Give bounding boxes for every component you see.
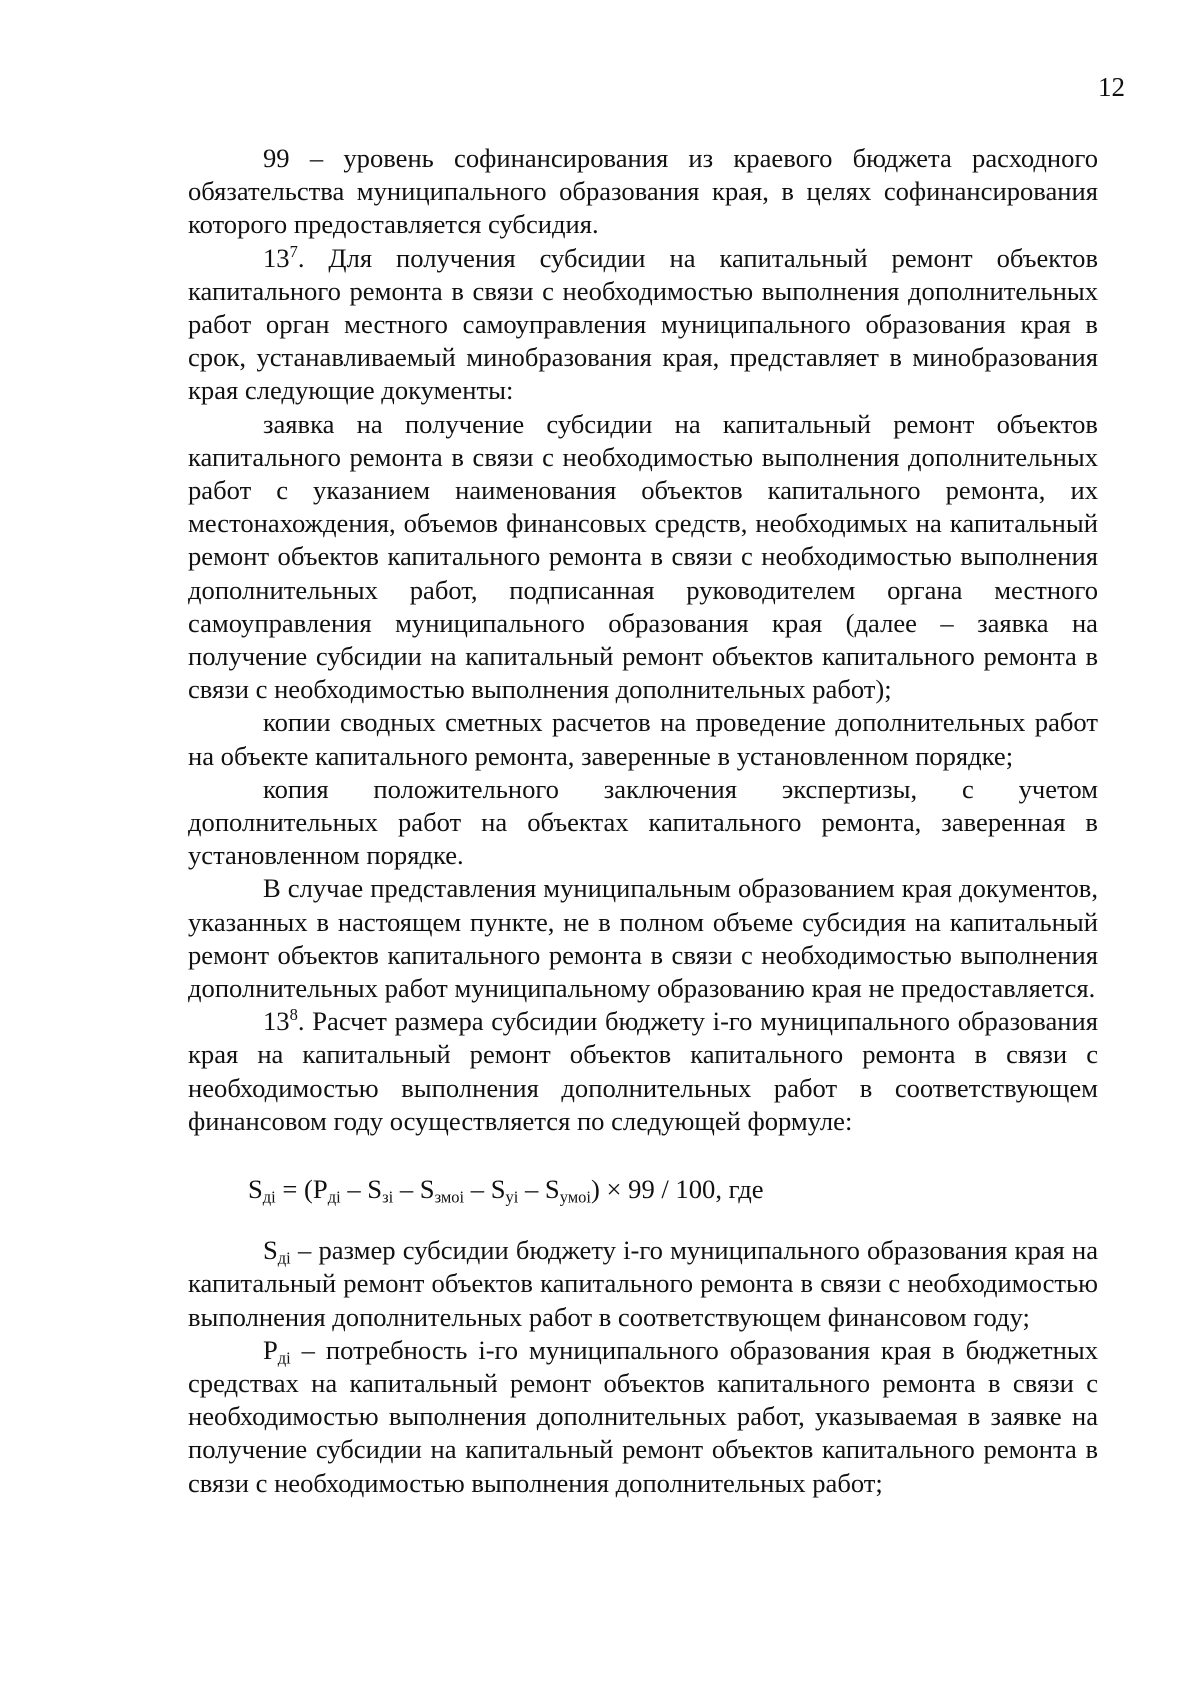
formula-subscript: умоi <box>559 1187 591 1207</box>
clause-superscript: 7 <box>289 241 298 261</box>
definition-subscript: дi <box>277 1248 291 1268</box>
formula-part: = (P <box>275 1174 328 1205</box>
formula-subscript: дi <box>262 1187 276 1207</box>
paragraph-text: заявка на получение субсидии на капитальный ремонт объектов капитального ремонта в связи с необходимостью выполнения дополнительных работ с указанием наименования объектов капитального ремонта, их местонахождения, объемов финансовых средств, необходимых на капитальный ремонт объектов капитального ремонта в связи с необходимостью выполнения дополнительных работ, подписанная руководителем органа местного самоуправления муниципального образования края (далее – заявка на получение субсидии на капитальный ремонт объектов капитального ремонта в связи с необходимостью выполнения дополнительных работ); <box>188 408 1098 705</box>
paragraph-text: копии сводных сметных расчетов на проведение дополнительных работ на объекте капитального ремонта, заверенные в установленном порядке; <box>188 707 1098 771</box>
paragraph-text: . Для получения субсидии на капитальный ремонт объектов капитального ремонта в связи с необходимостью выполнения дополнительных работ орган местного самоуправления муниципального образования края в срок, устанавливаемый минобразования края, представляет в минобразования края следующие документы: <box>188 242 1098 406</box>
paragraph-text: – размер субсидии бюджету i-го муниципального образования края на капитальный ремонт объектов капитального ремонта в связи с необходимостью выполнения дополнительных работ в соответствующем финансовом году; <box>188 1235 1098 1332</box>
document-body <box>188 142 1098 1500</box>
paragraph-cofinancing-level <box>188 142 1098 242</box>
formula-subscript: дi <box>327 1187 341 1207</box>
paragraph-text: 99 – уровень софинансирования из краевого бюджета расходного обязательства муниципального образования края, в целях софинансирования которого предоставляется субсидия. <box>188 143 1098 240</box>
definition-symbol: S <box>263 1235 278 1266</box>
page-number: 12 <box>1098 72 1125 102</box>
formula-subscript: уi <box>505 1187 519 1207</box>
definition-symbol: P <box>263 1334 278 1365</box>
paragraph-definition-pdi <box>188 1334 1098 1500</box>
paragraph-incomplete-documents <box>188 872 1098 1005</box>
subsidy-formula <box>188 1170 1098 1208</box>
paragraph-text: копия положительного заключения экспертизы, с учетом дополнительных работ на объектах капитального ремонта, заверенная в установленном порядке. <box>188 773 1098 871</box>
formula-subscript: зi <box>382 1187 394 1207</box>
formula-part: S <box>248 1174 263 1205</box>
paragraph-clause-13-7 <box>188 242 1098 408</box>
formula-subscript: змоi <box>434 1187 465 1207</box>
formula-part: – S <box>393 1174 435 1205</box>
clause-number: 13 <box>263 242 290 273</box>
formula-part: – S <box>464 1174 506 1205</box>
paragraph-clause-13-8 <box>188 1005 1098 1138</box>
paragraph-application <box>188 408 1098 707</box>
formula-part: – S <box>518 1174 560 1205</box>
formula-part: ) × 99 / 100, где <box>591 1174 764 1205</box>
paragraph-definition-sdi <box>188 1234 1098 1334</box>
paragraph-text: – потребность i-го муниципального образования края в бюджетных средствах на капитальный ремонт объектов капитального ремонта в связи с необходимостью выполнения дополнительных работ, указываемая в заявке на получение субсидии на капитальный ремонт объектов капитального ремонта в связи с необходимостью выполнения дополнительных работ; <box>188 1334 1098 1498</box>
clause-superscript: 8 <box>289 1005 298 1025</box>
paragraph-text: В случае представления муниципальным образованием края документов, указанных в настоящем пункте, не в полном объеме субсидия на капитальный ремонт объектов капитального ремонта в связи с необходимостью выполнения дополнительных работ муниципальному образованию края не предоставляется. <box>188 873 1098 1004</box>
definition-subscript: дi <box>277 1348 291 1368</box>
paragraph-expertise <box>188 773 1098 873</box>
paragraph-text: . Расчет размера субсидии бюджету i-го муниципального образования края на капитальный ремонт объектов капитального ремонта в связи с необходимостью выполнения дополнительных работ в соответствующем финансовом году осуществляется по следующей формуле: <box>188 1006 1098 1136</box>
clause-number: 13 <box>263 1006 290 1037</box>
paragraph-estimates <box>188 706 1098 772</box>
formula-part: – S <box>340 1174 383 1205</box>
